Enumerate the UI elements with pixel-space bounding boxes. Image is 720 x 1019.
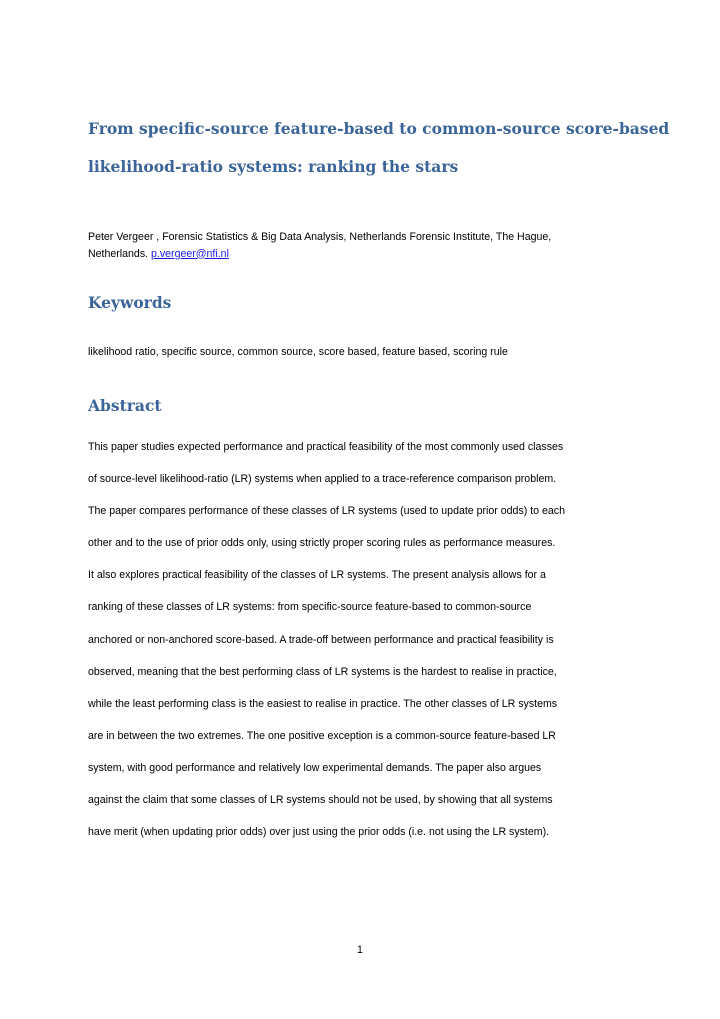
abstract-line: of source-level likelihood-ratio (LR) systems when applied to a trace-reference comparison problem. xyxy=(88,473,557,486)
abstract-line: ranking of these classes of LR systems: from specific-source feature-based to common-source xyxy=(88,601,532,614)
author-line: Peter Vergeer , Forensic Statistics & Big Data Analysis, Netherlands Forensic Institute, The Hague, xyxy=(88,231,552,243)
paper-title xyxy=(88,110,670,186)
keywords-heading: Keywords xyxy=(88,293,172,312)
page-number: 1 xyxy=(357,944,363,956)
abstract-line: have merit (when updating prior odds) over just using the prior odds (i.e. not using the LR system). xyxy=(88,826,550,839)
author-email-link[interactable]: p.vergeer@nfi.nl xyxy=(151,247,229,260)
abstract-line: The paper compares performance of these classes of LR systems (used to update prior odds) to each xyxy=(88,505,565,518)
abstract-line: system, with good performance and relatively low experimental demands. The paper also argues xyxy=(88,761,542,774)
abstract-line: against the claim that some classes of LR systems should not be used, by showing that all systems xyxy=(88,794,553,807)
title-line: likelihood-ratio systems: ranking the stars xyxy=(88,157,459,176)
abstract-line: are in between the two extremes. The one positive exception is a common-source feature-based LR xyxy=(88,729,556,742)
abstract-line: It also explores practical feasibility of the classes of LR systems. The present analysis allows for a xyxy=(88,569,546,582)
author-line xyxy=(88,246,648,263)
abstract-line: anchored or non-anchored score-based. A trade-off between performance and practical feasibility is xyxy=(88,633,554,646)
author-country: Netherlands. xyxy=(88,247,149,260)
abstract-body xyxy=(88,431,648,848)
abstract-line: observed, meaning that the best performing class of LR systems is the hardest to realise in practice, xyxy=(88,665,557,678)
keywords-text: likelihood ratio, specific source, common source, score based, feature based, scoring rule xyxy=(88,346,508,358)
author-affiliation xyxy=(88,229,648,262)
abstract-line: This paper studies expected performance and practical feasibility of the most commonly used classes xyxy=(88,441,564,453)
abstract-line: while the least performing class is the easiest to realise in practice. The other classes of LR systems xyxy=(88,697,558,710)
abstract-line: other and to the use of prior odds only, using strictly proper scoring rules as performance measures. xyxy=(88,537,556,550)
title-line: From specific-source feature-based to common-source score-based xyxy=(88,119,670,138)
abstract-heading: Abstract xyxy=(88,396,162,415)
